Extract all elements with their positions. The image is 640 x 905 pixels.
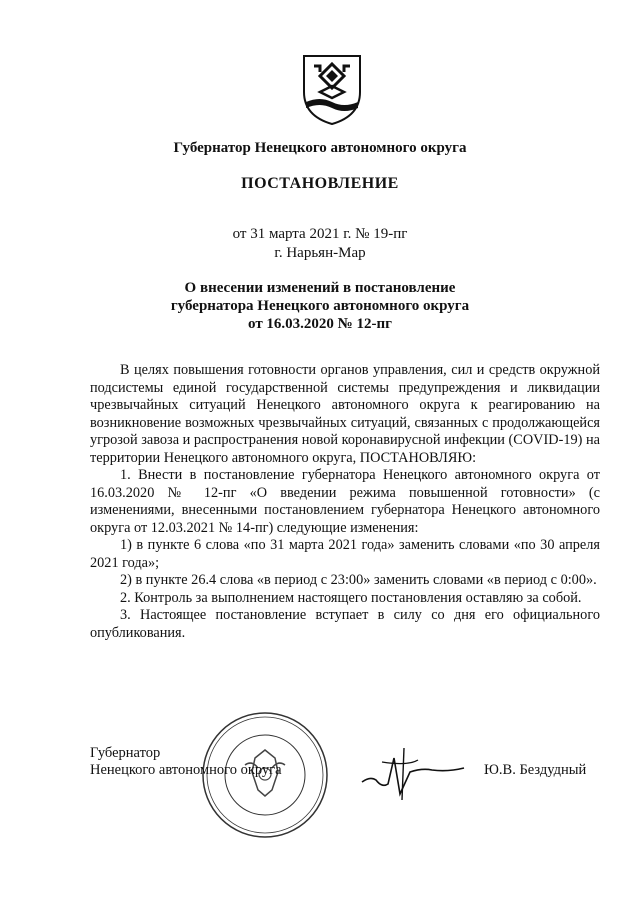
title-line-2: губернатора Ненецкого автономного округа	[170, 298, 470, 314]
item-3-paragraph: 3. Настоящее постановление вступает в силу со дня его официального опубликования.	[90, 607, 600, 641]
position-line-1: Губернатор	[90, 745, 161, 761]
date-number: от 31 марта 2021 г. № 19-пг	[232, 226, 408, 242]
item-2-paragraph: 2. Контроль за выполнением настоящего постановления оставляю за собой.	[120, 589, 582, 606]
item-1-paragraph: 1. Внести в постановление губернатора Ненецкого автономного округа от 16.03.2020 № 12-пг «О введении режима повышенной готовности» (с изменениями, внесенными постановлением губернатора Ненецкого автономного округа от 12.03.2021 № 14-пг) следующие изменения:	[90, 467, 600, 536]
authority-heading: Губернатор Ненецкого автономного округа	[173, 140, 467, 156]
title-line-1: О внесении изменений в постановление	[184, 280, 456, 296]
coat-of-arms-emblem	[300, 52, 364, 126]
handwritten-signature	[358, 738, 468, 806]
signatory-name: Ю.В. Бездудный	[484, 762, 587, 778]
document-type: ПОСТАНОВЛЕНИЕ	[241, 175, 399, 192]
signatory-position	[90, 745, 282, 779]
title-line-3: от 16.03.2020 № 12-пг	[248, 316, 392, 332]
city: г. Нарьян-Мар	[274, 245, 366, 261]
position-line-2: Ненецкого автономного округа	[90, 762, 282, 778]
document-body	[90, 362, 600, 642]
preamble-paragraph: В целях повышения готовности органов управления, сил и средств окружной подсистемы единой государственной системы предупреждения и ликвидации чрезвычайных ситуаций Ненецкого автономного округа к реагированию на возникновение возможных чрезвычайных ситуаций, связанных с продолжающейся угрозой завоза и распространения новой коронавирусной инфекции (COVID-19) на территории Ненецкого автономного округа, ПОСТАНОВЛЯЮ:	[90, 362, 600, 466]
item-1-1-paragraph: 1) в пункте 6 слова «по 31 марта 2021 года» заменить словами «по 30 апреля 2021 года»;	[90, 537, 600, 571]
item-1-2-paragraph: 2) в пункте 26.4 слова «в период с 23:00» заменить словами «в период с 0:00».	[120, 572, 597, 588]
